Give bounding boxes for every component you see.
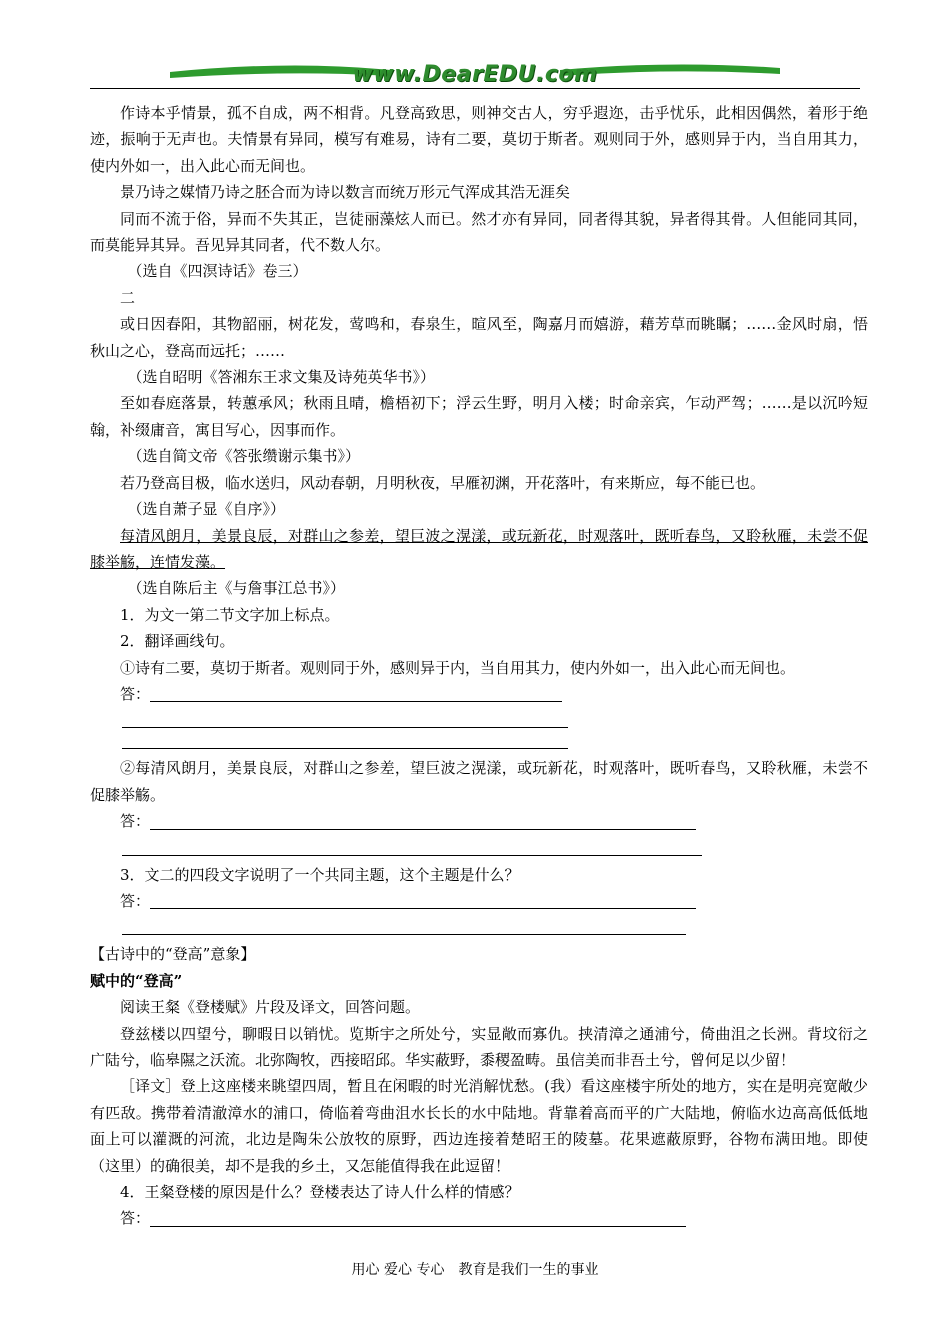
translation: ［译文］登上这座楼来眺望四周，暂且在闲暇的时光消解忧愁。(我）看这座楼宇所处的地方，实在是明亮宽敞少有匹敌。携带着清澈漳水的浦口，倚临着弯曲沮水长长的水中陆地。背靠着高而平的广大陆地，俯临水边高高低低地面上可以灌溉的河流，北边是陶朱公放牧的原野，西边连接着楚昭王的陵墓。花果遮蔽原野，谷物布满田地。即使（这里）的确很美，却不是我的乡土，又怎能值得我在此逗留！	[90, 1077, 868, 1175]
paragraph: 同而不流于俗，异而不失其正，岂徒丽藻炫人而已。然才亦有异同，同者得其貌，异者得其骨。人但能同其同，而莫能异其异。吾见异其同者，代不数人尔。	[90, 209, 868, 255]
answer-label: 答：	[120, 684, 151, 703]
answer-blank[interactable]	[122, 707, 568, 728]
answer-label: 答：	[120, 1209, 151, 1228]
paragraph: 或日因春阳，其物韶丽，树花发，莺鸣和，春泉生，暄风至，陶嘉月而嬉游，藉芳草而眺瞩；……金风时扇，悟秋山之心，登高而远托；……	[90, 315, 868, 360]
answer-line[interactable]	[90, 888, 868, 914]
source-note: （选自《四溟诗话》卷三）	[127, 262, 308, 281]
paragraph: 作诗本乎情景，孤不自成，两不相背。凡登高致思，则神交古人，穷乎遐迩，击乎忧乐，此相因偶然，着形于绝迹，振响于无声也。夫情景有异同，模写有难易，诗有二要，莫切于斯者。观则同于外，感则异于内，当自用其力，使内外如一，出入此心而无间也。	[90, 104, 868, 175]
question-3: 3．文二的四段文字说明了一个共同主题，这个主题是什么？	[120, 865, 520, 884]
answer-blank[interactable]	[122, 914, 686, 935]
paragraph: 至如春庭落景，转蕙承风；秋雨且晴，檐梧初下；浮云生野，明月入楼；时命亲宾，乍动严驾；……是以沉吟短翰，补缀庸音，寓目写心，因事而作。	[90, 394, 868, 439]
fu-excerpt: 登兹楼以四望兮，聊暇日以销忧。览斯宇之所处兮，实显敞而寡仇。挟清漳之通浦兮，倚曲沮之长洲。背坟衍之广陆兮，临皋隰之沃流。北弥陶牧，西接昭邱。华实蔽野，黍稷盈畴。虽信美而非吾土兮，曾何足以少留！	[90, 1024, 868, 1069]
header-banner	[90, 56, 860, 92]
answer-label: 答：	[120, 891, 151, 910]
answer-line[interactable]	[90, 681, 868, 707]
answer-blank[interactable]	[122, 835, 702, 856]
answer-label: 答：	[120, 812, 151, 831]
question-2-part-1: ①诗有二要，莫切于斯者。观则同于外，感则异于内，当自用其力，使内外如一，出入此心而无间也。	[120, 658, 796, 677]
source-note: （选自昭明《答湘东王求文集及诗苑英华书》）	[127, 368, 436, 387]
paragraph-unpunctuated: 景乃诗之媒情乃诗之胚合而为诗以数言而统万形元气浑成其浩无涯矣	[120, 183, 571, 202]
source-note: （选自萧子显《自序》）	[127, 500, 286, 519]
document-body	[90, 100, 868, 1232]
answer-line[interactable]	[90, 808, 868, 834]
header-divider	[90, 88, 860, 89]
source-note: （选自简文帝《答张缵谢示集书》）	[127, 447, 361, 466]
section-number: 二	[120, 288, 136, 307]
paragraph: 若乃登高目极，临水送归，风动春朝，月明秋夜，早雁初渊，开花落叶，有来斯应，每不能已也。	[120, 473, 766, 492]
underlined-paragraph: 每清风朗月，美景良辰，对群山之参差，望巨波之滉漾，或玩新花，时观落叶，既听春鸟，又聆秋雁，未尝不促膝举觞，连情发藻。	[90, 526, 868, 571]
answer-blank[interactable]	[122, 728, 568, 749]
reading-instruction: 阅读王粲《登楼赋》片段及译文，回答问题。	[120, 998, 421, 1017]
answer-line[interactable]	[90, 1205, 868, 1231]
site-logo[interactable]: www.DearEDU.com	[352, 62, 598, 87]
page-footer: 用心 爱心 专心 教育是我们一生的事业	[351, 1262, 599, 1278]
section-title: 【古诗中的“登高”意象】	[90, 945, 256, 964]
question-2-part-2: ②每清风朗月，美景良辰，对群山之参差，望巨波之滉漾，或玩新花，时观落叶，既听春鸟，又聆秋雁，未尝不促膝举觞。	[90, 759, 868, 804]
question-2: 2．翻译画线句。	[120, 632, 235, 651]
sub-title: 赋中的“登高”	[90, 971, 183, 990]
question-4: 4．王粲登楼的原因是什么？登楼表达了诗人什么样的情感？	[120, 1183, 520, 1202]
source-note: （选自陈后主《与詹事江总书》）	[127, 579, 346, 598]
question-1: 1．为文一第二节文字加上标点。	[120, 605, 340, 624]
